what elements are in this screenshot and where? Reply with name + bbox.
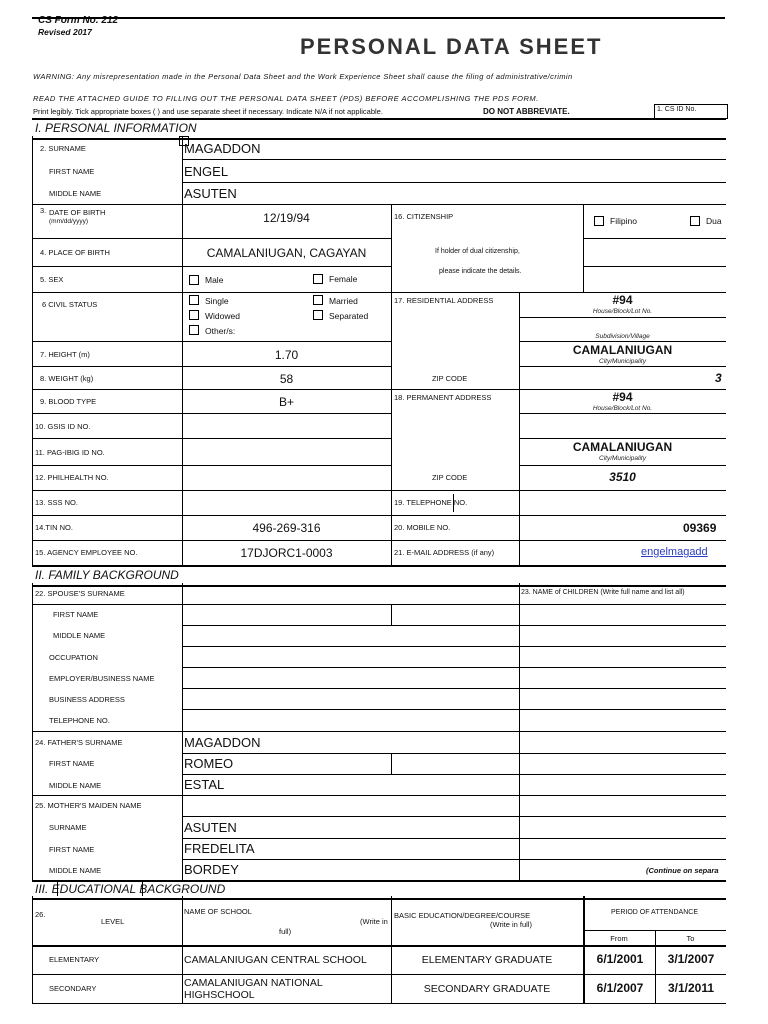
row-line [182, 753, 726, 754]
section-education-title: III. EDUCATIONAL BACKGROUND [35, 882, 226, 896]
mother-surname-value[interactable]: ASUTEN [184, 820, 237, 835]
sex-male-checkbox[interactable] [189, 275, 199, 285]
guide-text: READ THE ATTACHED GUIDE TO FILLING OUT THE PERSONAL DATA SHEET (PDS) BEFORE ACCOMPLISHING THE PDS FORM. [33, 94, 539, 103]
perm-city-value[interactable]: CAMALANIUGAN [572, 440, 673, 454]
row-line [32, 490, 726, 491]
perm-zip-value[interactable]: 3510 [609, 470, 636, 484]
first-name-label: FIRST NAME [49, 167, 95, 176]
fam-left-border [32, 583, 33, 881]
row-line [182, 182, 726, 183]
edu-write-in: (Write in [360, 917, 388, 926]
row-line [32, 204, 726, 205]
residential-address-label: 17. RESIDENTIAL ADDRESS [394, 296, 494, 305]
perm-house-value[interactable]: #94 [612, 390, 633, 404]
row-line [32, 731, 726, 732]
grid-left-border [32, 136, 33, 566]
row-line [182, 688, 726, 689]
row-line [519, 438, 726, 439]
edu-left-border [32, 896, 33, 1004]
mother-middle-name-value[interactable]: BORDEY [184, 862, 239, 877]
telephone-tick [453, 494, 454, 512]
res-zip-value[interactable]: 3 [715, 371, 722, 385]
father-first-name-label: FIRST NAME [49, 759, 95, 768]
mother-first-name-value[interactable]: FREDELITA [184, 841, 255, 856]
res-city-value[interactable]: CAMALANIUGAN [572, 343, 673, 357]
fam-col-mid2 [391, 753, 392, 774]
agency-label: 15. AGENCY EMPLOYEE NO. [35, 548, 138, 557]
edu-secondary-course[interactable]: SECONDARY GRADUATE [423, 983, 551, 995]
row-line [182, 816, 726, 817]
edu-title-divider-2 [142, 880, 143, 896]
spouse-telephone-label: TELEPHONE NO. [49, 716, 110, 725]
row-line [519, 413, 726, 414]
perm-zip-label: ZIP CODE [432, 473, 468, 482]
perm-city-sublabel: City/Municipality [599, 455, 646, 462]
father-first-name-value[interactable]: ROMEO [184, 756, 234, 771]
row-line [32, 515, 726, 516]
sex-female-label: Female [329, 274, 358, 284]
surname-value[interactable]: MAGADDON [184, 141, 261, 156]
civil-widowed-checkbox[interactable] [189, 310, 199, 320]
page-title: PERSONAL DATA SHEET [300, 34, 603, 59]
row-line [583, 930, 726, 931]
civil-separated-checkbox[interactable] [313, 310, 323, 320]
row-line [32, 238, 391, 239]
employer-label: EMPLOYER/BUSINESS NAME [49, 674, 155, 683]
citizenship-filipino-label: Filipino [610, 216, 637, 226]
mother-surname-label: SURNAME [49, 823, 87, 832]
edu-secondary-level: SECONDARY [49, 984, 97, 993]
print-note: Print legibly. Tick appropriate boxes ( ) and use separate sheet if necessary. Indicate N/A if not applicable. [33, 107, 383, 116]
row-line [182, 667, 726, 668]
mother-middle-name-label: MIDDLE NAME [49, 866, 102, 875]
edu-col-school [182, 896, 183, 1004]
mother-maiden-label: 25. MOTHER'S MAIDEN NAME [35, 801, 142, 810]
row-line [32, 438, 391, 439]
fam-col-label [182, 583, 183, 881]
pob-label: 4. PLACE OF BIRTH [40, 248, 110, 257]
row-line [32, 604, 726, 605]
civil-other-label: Other/s: [205, 326, 236, 336]
edu-from-header: From [610, 934, 628, 943]
dob-format: (mm/dd/yyyy) [49, 218, 88, 225]
first-name-value[interactable]: ENGEL [184, 164, 229, 179]
children-label: 23. NAME of CHILDREN (Write full name and list all) [521, 589, 685, 596]
edu-full: full) [279, 927, 292, 936]
perm-house-sublabel: House/Block/Lot No. [592, 405, 653, 412]
civil-widowed-label: Widowed [205, 311, 240, 321]
row-line [519, 341, 726, 342]
civil-single-label: Single [205, 296, 229, 306]
civil-other-checkbox[interactable] [189, 325, 199, 335]
row-line [583, 238, 726, 239]
top-border [32, 17, 725, 19]
row-line [519, 465, 726, 466]
row-line [583, 266, 726, 267]
dob-number: 3. [40, 206, 47, 215]
pagibig-label: 11. PAG-IBIG ID NO. [35, 448, 105, 457]
mobile-value[interactable]: 09369 [683, 521, 717, 535]
row-line [32, 945, 726, 947]
row-line [182, 646, 726, 647]
edu-title-divider-1 [57, 880, 58, 896]
dob-value[interactable]: 12/19/94 [263, 211, 310, 225]
res-city-sublabel: City/Municipality [599, 358, 646, 365]
citizenship-filipino-checkbox[interactable] [594, 216, 604, 226]
edu-elementary-to[interactable]: 3/1/2007 [667, 952, 715, 966]
edu-school-header: NAME OF SCHOOL [184, 907, 252, 916]
agency-value[interactable]: 17DJORC1-0003 [240, 546, 333, 560]
tin-value[interactable]: 496-269-316 [252, 521, 321, 535]
middle-name-label: MIDDLE NAME [49, 189, 102, 198]
civil-single-checkbox[interactable] [189, 295, 199, 305]
edu-secondary-from[interactable]: 6/1/2007 [596, 981, 644, 995]
edu-elementary-course[interactable]: ELEMENTARY GRADUATE [421, 954, 553, 966]
permanent-address-label: 18. PERMANENT ADDRESS [394, 393, 492, 402]
philhealth-label: 12. PHILHEALTH NO. [35, 473, 109, 482]
row-line [182, 709, 726, 710]
mobile-label: 20. MOBILE NO. [394, 523, 451, 532]
row-line [182, 859, 726, 860]
row-line [32, 266, 391, 267]
weight-label: 8. WEIGHT (kg) [40, 374, 94, 383]
height-value[interactable]: 1.70 [274, 348, 299, 362]
spouse-first-name-label: FIRST NAME [53, 610, 99, 619]
grid-col-mid [391, 204, 392, 566]
form-revised: Revised 2017 [38, 27, 92, 37]
row-line [182, 159, 726, 160]
citizenship-dual-label: Dua [706, 216, 722, 226]
warning-text: WARNING: Any misrepresentation made in the Personal Data Sheet and the Work Experience Sheet shall cause the filing of administrative/crimin [33, 72, 573, 81]
row-line [32, 540, 726, 541]
civil-separated-label: Separated [329, 311, 369, 321]
edu-elementary-level: ELEMENTARY [49, 955, 100, 964]
row-line [519, 317, 726, 318]
row-line [519, 366, 726, 367]
dual-note-2: please indicate the details. [439, 268, 522, 275]
edu-elementary-school[interactable]: CAMALANIUGAN CENTRAL SCHOOL [184, 954, 367, 966]
spouse-middle-name-label: MIDDLE NAME [53, 631, 106, 640]
edu-number: 26. [35, 910, 46, 919]
sex-label: 5. SEX [40, 275, 64, 284]
row-line [182, 774, 726, 775]
citizenship-label: 16. CITIZENSHIP [394, 212, 454, 221]
mother-first-name-label: FIRST NAME [49, 845, 95, 854]
email-label: 21. E-MAIL ADDRESS (if any) [394, 548, 495, 557]
father-middle-name-value[interactable]: ESTAL [184, 777, 225, 792]
res-house-value[interactable]: #94 [612, 293, 633, 307]
dual-note-1: If holder of dual citizenship, [435, 248, 520, 255]
tin-label: 14.TIN NO. [35, 523, 73, 532]
telephone-label: 19. TELEPHONE NO. [394, 498, 468, 507]
civil-status-label: 6 CIVIL STATUS [42, 300, 98, 309]
father-surname-value[interactable]: MAGADDON [184, 735, 261, 750]
fam-col-right [519, 583, 520, 881]
civil-married-checkbox[interactable] [313, 295, 323, 305]
row-line [32, 341, 391, 342]
sex-female-checkbox[interactable] [313, 274, 323, 284]
edu-elementary-from[interactable]: 6/1/2001 [596, 952, 644, 966]
fam-col-mid [391, 604, 392, 625]
form-number: CS Form No. 212 [38, 15, 119, 26]
blood-type-value[interactable]: B+ [278, 395, 294, 409]
middle-name-value[interactable]: ASUTEN [184, 186, 237, 201]
row-line [182, 625, 726, 626]
edu-period-header: PERIOD OF ATTENDANCE [611, 909, 698, 916]
business-address-label: BUSINESS ADDRESS [49, 695, 125, 704]
pob-value[interactable]: CAMALANIUGAN, CAGAYAN [206, 246, 367, 260]
continue-note: (Continue on separa [646, 866, 719, 875]
edu-course-header: BASIC EDUCATION/DEGREE/COURSE [394, 911, 531, 920]
row-line [32, 413, 391, 414]
dob-label: DATE OF BIRTH [49, 208, 106, 217]
res-house-sublabel: House/Block/Lot No. [592, 308, 653, 315]
father-surname-label: 24. FATHER'S SURNAME [35, 738, 123, 747]
res-zip-label: ZIP CODE [432, 374, 468, 383]
res-subdivision-sublabel: Subdivision/Village [595, 333, 650, 340]
row-line [182, 838, 726, 839]
row-line [32, 1003, 726, 1004]
edu-secondary-to[interactable]: 3/1/2011 [667, 981, 715, 995]
edu-level-header: LEVEL [101, 917, 125, 926]
edu-to-header: To [686, 934, 695, 943]
citizenship-dual-checkbox[interactable] [690, 216, 700, 226]
edu-secondary-school[interactable]: CAMALANIUGAN NATIONAL [184, 977, 323, 989]
civil-married-label: Married [329, 296, 358, 306]
spouse-surname-label: 22. SPOUSE'S SURNAME [35, 589, 125, 598]
row-line [32, 366, 391, 367]
father-middle-name-label: MIDDLE NAME [49, 781, 102, 790]
cs-id-label: 1. CS ID No. [657, 106, 697, 113]
grid-col-cit [583, 204, 584, 292]
surname-label: 2. SURNAME [40, 144, 86, 153]
blood-type-label: 9. BLOOD TYPE [40, 397, 97, 406]
row-line [32, 465, 391, 466]
height-label: 7. HEIGHT (m) [40, 350, 90, 359]
row-line [32, 795, 726, 796]
do-not-abbreviate: DO NOT ABBREVIATE. [483, 107, 570, 116]
section-personal-info-title: I. PERSONAL INFORMATION [35, 121, 197, 135]
gsis-label: 10. GSIS ID NO. [35, 422, 91, 431]
sss-label: 13. SSS NO. [35, 498, 78, 507]
email-value[interactable]: engelmagadd [641, 546, 708, 558]
edu-secondary-school-line2[interactable]: HIGHSCHOOL [184, 989, 255, 1001]
occupation-label: OCCUPATION [49, 653, 98, 662]
edu-course-write: (Write in full) [490, 920, 532, 929]
section-family-title: II. FAMILY BACKGROUND [35, 568, 179, 582]
weight-value[interactable]: 58 [279, 372, 294, 386]
row-line [32, 974, 726, 975]
sex-male-label: Male [205, 275, 224, 285]
